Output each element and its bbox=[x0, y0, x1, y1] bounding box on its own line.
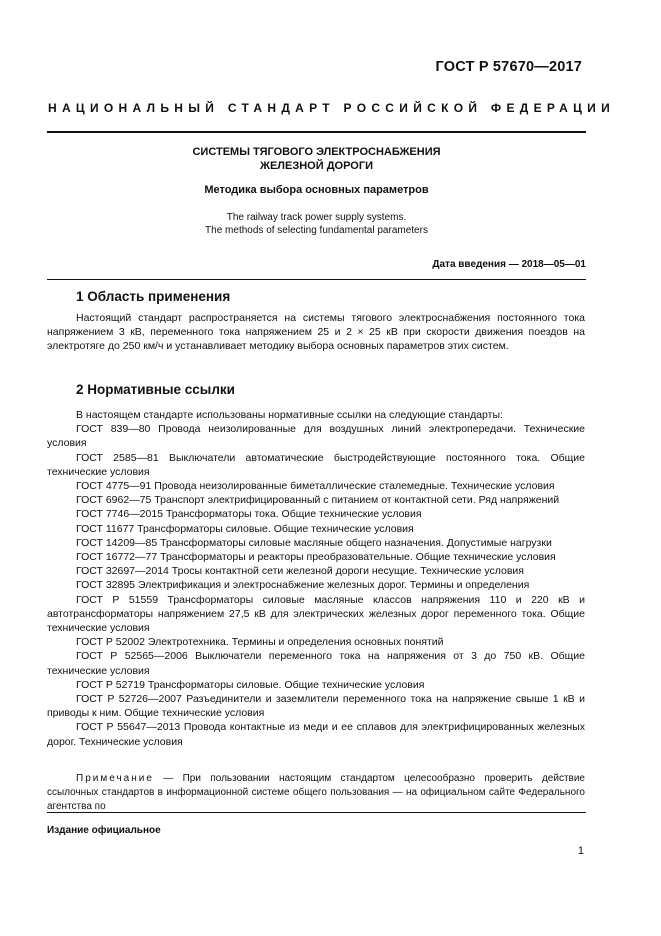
note bbox=[47, 772, 585, 814]
header-rule bbox=[47, 131, 586, 133]
reference-item: ГОСТ Р 52726—2007 Разъединители и заземлители переменного тока на напряжение свыше 1 кВ и приводы к ним. Общие технические условия bbox=[47, 693, 585, 720]
title-line-2: ЖЕЛЕЗНОЙ ДОРОГИ bbox=[260, 160, 373, 172]
date-rule bbox=[47, 279, 586, 280]
section-1-text: Настоящий стандарт распространяется на системы тягового электроснабжения постоянного тока напряжением 3 кВ, переменного тока напряжением 25 и 2 × 25 кВ при скорости движения поездов на электротяге до 250 км/ч и устанавливает методику выбора основных параметров этих систем. bbox=[47, 312, 585, 353]
english-title-line-2: The methods of selecting fundamental parameters bbox=[205, 225, 428, 236]
reference-item: ГОСТ 32895 Электрификация и электроснабжение железных дорог. Термины и определения bbox=[76, 579, 530, 592]
reference-item: ГОСТ 11677 Трансформаторы силовые. Общие технические условия bbox=[76, 522, 414, 535]
reference-item: ГОСТ 7746—2015 Трансформаторы тока. Общие технические условия bbox=[76, 508, 422, 521]
english-title-line-1: The railway track power supply systems. bbox=[226, 212, 407, 223]
section-1-heading: 1 Область применения bbox=[76, 289, 231, 304]
normative-references bbox=[47, 408, 585, 749]
page-number: 1 bbox=[577, 845, 584, 857]
reference-item: ГОСТ 4775—91 Провода неизолированные биметаллические сталемедные. Технические условия bbox=[76, 480, 555, 493]
document-title bbox=[47, 145, 586, 173]
reference-item: ГОСТ 14209—85 Трансформаторы силовые масляные общего назначения. Допустимые нагрузки bbox=[76, 536, 552, 549]
official-edition-label: Издание официальное bbox=[47, 825, 161, 836]
reference-item: ГОСТ 2585—81 Выключатели автоматические быстродействующие постоянного тока. Общие технические условия bbox=[47, 451, 585, 478]
references-intro: В настоящем стандарте использованы нормативные ссылки на следующие стандарты: bbox=[76, 409, 503, 421]
reference-item: ГОСТ Р 55647—2013 Провода контактные из меди и ее сплавов для электрифицированных железных дорог. Технические условия bbox=[47, 721, 585, 748]
gost-code: ГОСТ Р 57670—2017 bbox=[435, 59, 582, 75]
english-title bbox=[47, 211, 586, 237]
title-line-1: СИСТЕМЫ ТЯГОВОГО ЭЛЕКТРОСНАБЖЕНИЯ bbox=[192, 146, 441, 158]
document-subtitle: Методика выбора основных параметров bbox=[204, 184, 429, 196]
national-standard-heading: НАЦИОНАЛЬНЫЙ СТАНДАРТ РОССИЙСКОЙ ФЕДЕРАЦИИ bbox=[48, 101, 616, 115]
reference-item: ГОСТ Р 52565—2006 Выключатели переменного тока на напряжения от 3 до 750 кВ. Общие технические условия bbox=[47, 650, 585, 677]
footer-rule bbox=[47, 812, 586, 813]
introduction-date: Дата введения — 2018—05—01 bbox=[432, 259, 586, 270]
reference-item: ГОСТ 16772—77 Трансформаторы и реакторы преобразовательные. Общие технические условия bbox=[76, 551, 556, 564]
reference-item: ГОСТ 32697—2014 Тросы контактной сети железной дороги несущие. Технические условия bbox=[76, 565, 524, 578]
reference-item: ГОСТ Р 51559 Трансформаторы силовые масляные классов напряжения 110 и 220 кВ и автотрансформаторы напряжением 27,5 кВ для электрических железных дорог переменного тока. Общие технические условия bbox=[47, 593, 585, 635]
reference-item: ГОСТ 839—80 Провода неизолированные для воздушных линий электропередачи. Технические условия bbox=[47, 423, 585, 450]
note-text: — При пользовании настоящим стандартом целесообразно проверить действие ссылочных стандартов в информационной системе общего пользования — на официальном сайте Федерального агентства по bbox=[47, 773, 585, 812]
reference-item: ГОСТ Р 52002 Электротехника. Термины и определения основных понятий bbox=[76, 636, 444, 649]
reference-item: ГОСТ 6962—75 Транспорт электрифицированный с питанием от контактной сети. Ряд напряжений bbox=[76, 494, 560, 507]
reference-item: ГОСТ Р 52719 Трансформаторы силовые. Общие технические условия bbox=[76, 678, 425, 691]
section-2-heading: 2 Нормативные ссылки bbox=[76, 382, 235, 397]
note-label: Примечание bbox=[76, 773, 154, 784]
